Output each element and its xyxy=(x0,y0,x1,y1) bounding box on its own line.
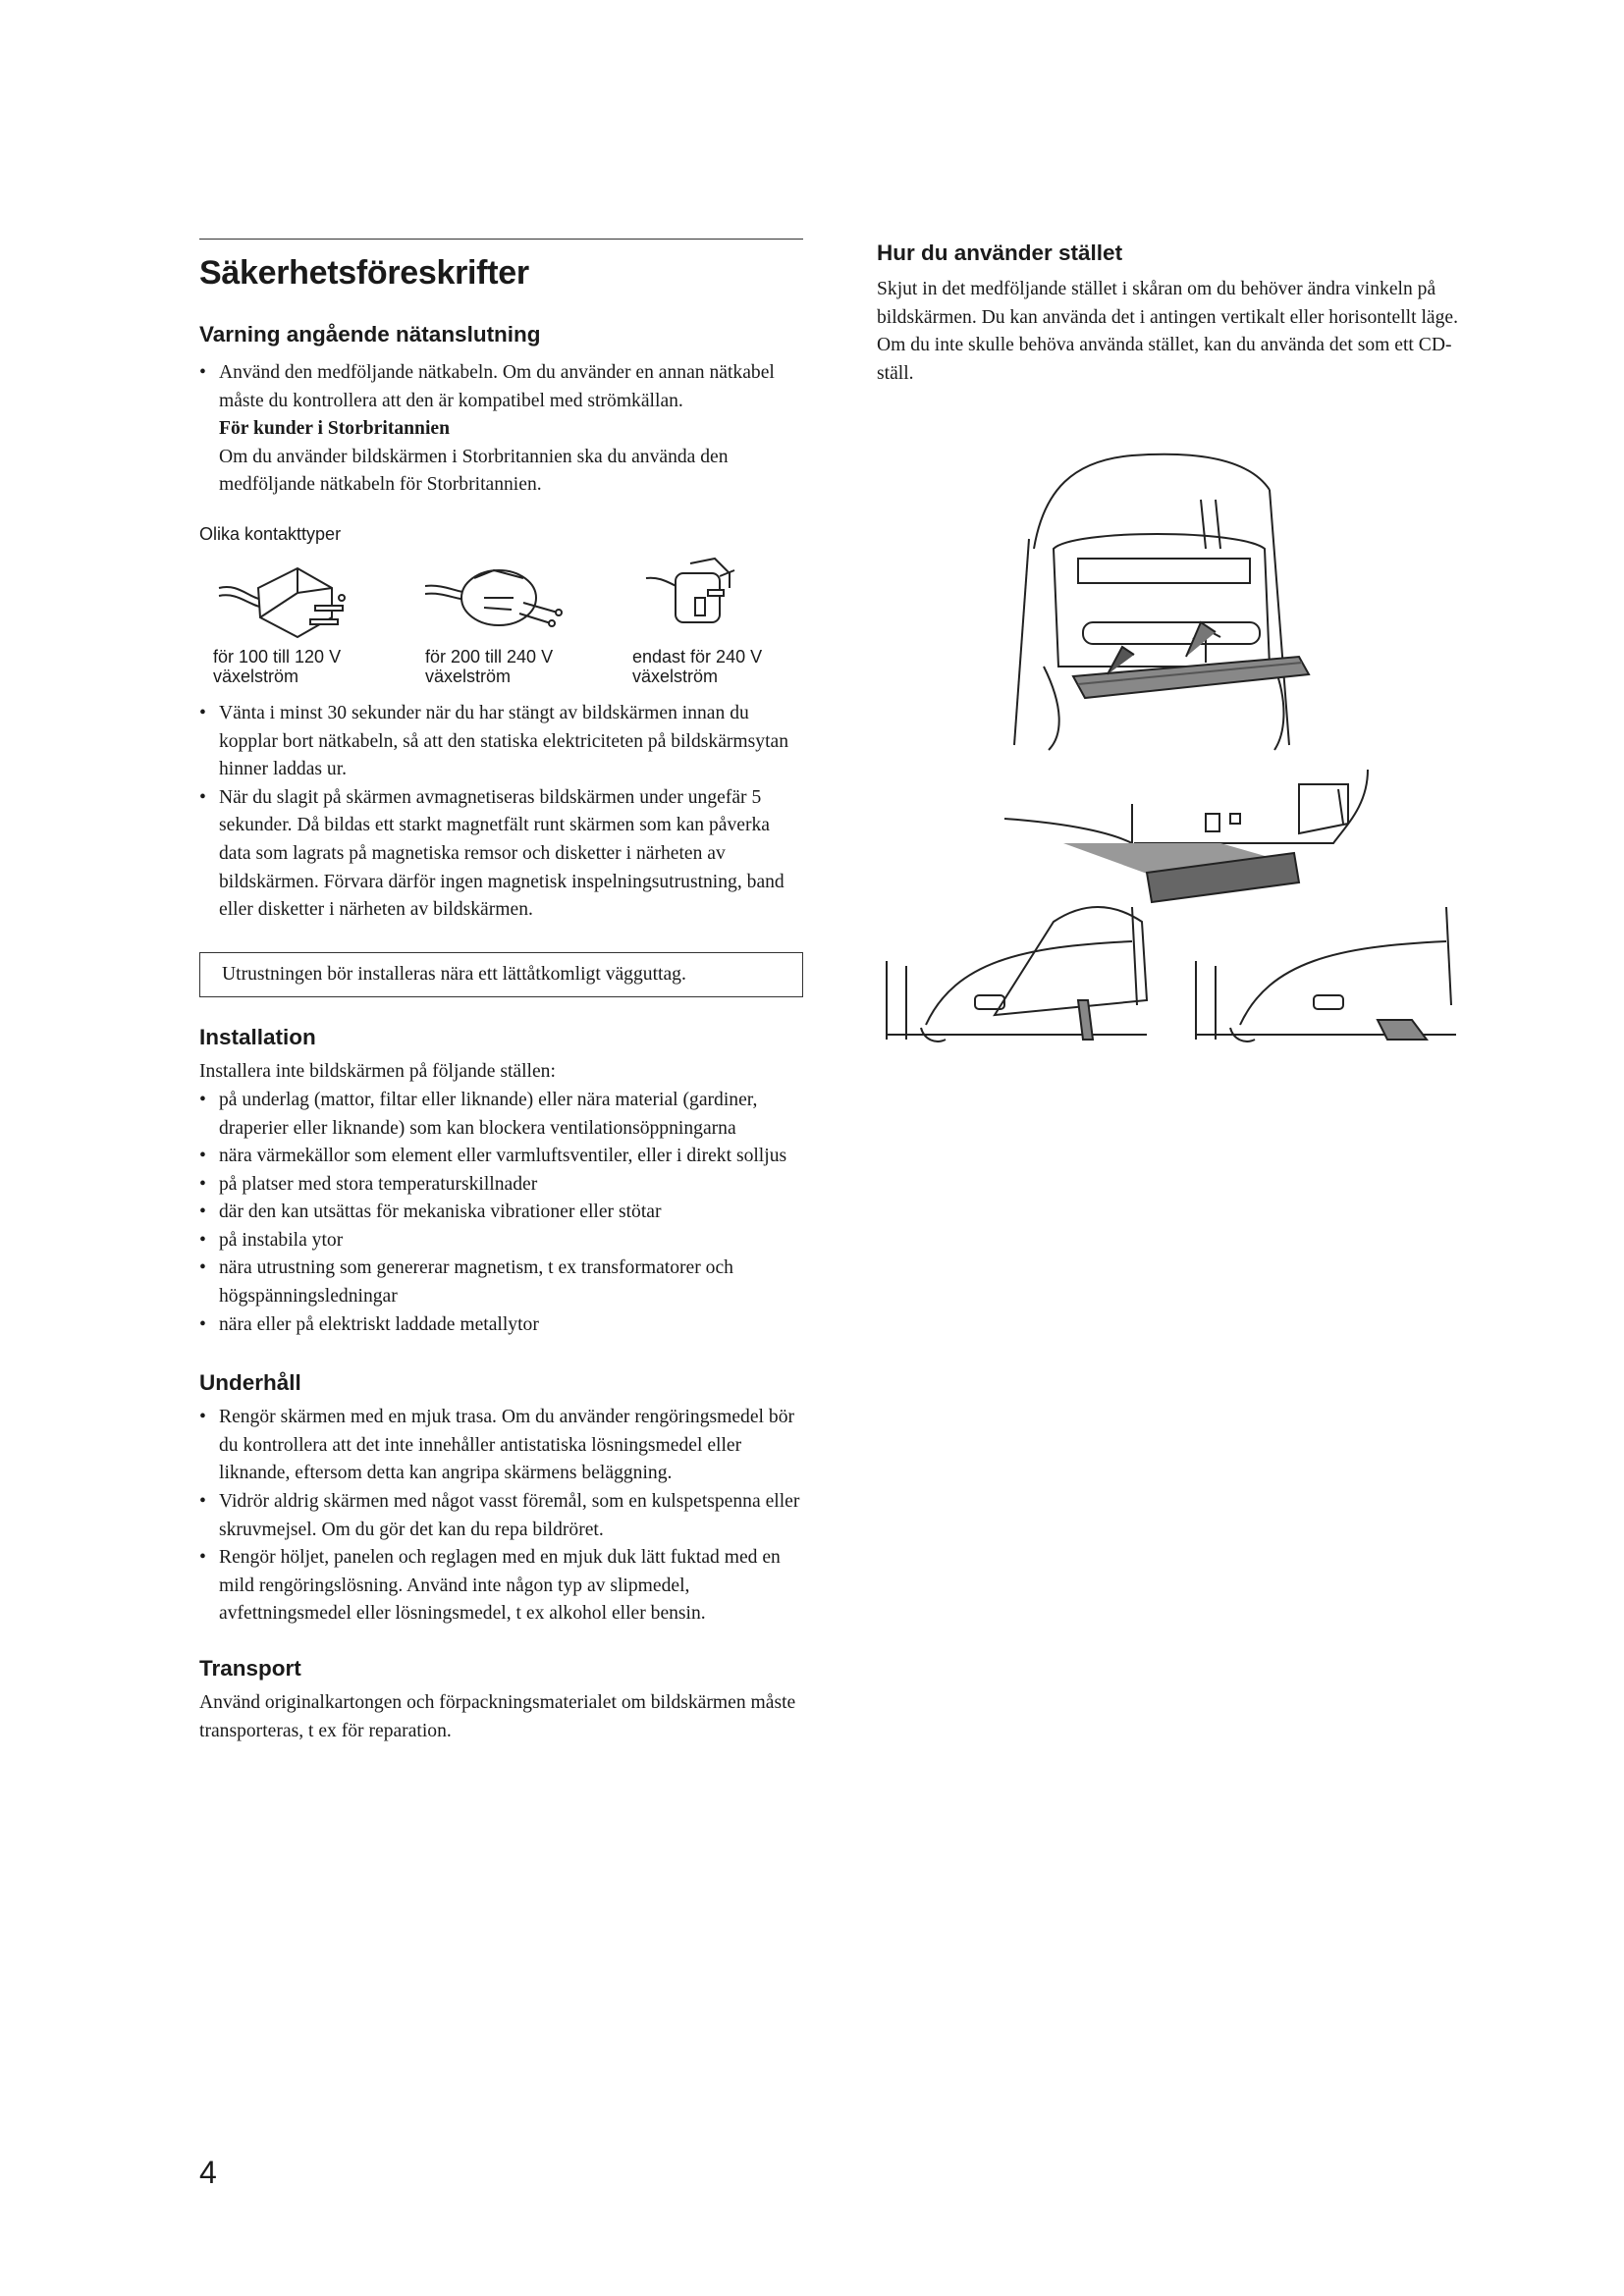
stand-heading: Hur du använder stället xyxy=(877,240,1123,265)
list-item: • på instabila ytor xyxy=(199,1227,803,1255)
stand-vertical-diagram xyxy=(887,907,1147,1041)
transport-heading: Transport xyxy=(199,1656,301,1681)
uk-heading: För kunder i Storbritannien xyxy=(219,418,450,440)
list-item: • Rengör höljet, panelen och reglagen med en mjuk duk lätt fuktad med en mild rengöringslösning. Använd inte någon typ av slipmedel, avfettningsmedel eller lösningsmedel, t ex alkohol eller bensin. xyxy=(199,1544,803,1629)
plug-types-caption: Olika kontakttyper xyxy=(199,523,342,544)
plug-label-1: för 100 till 120 V växelström xyxy=(213,646,342,686)
list-item: • Vidrör aldrig skärmen med något vasst föremål, som en kulspetspenna eller skruvmejsel. Om du gör det kan du repa bildröret. xyxy=(199,1488,803,1544)
list-item: • Rengör skärmen med en mjuk trasa. Om du använder rengöringsmedel bör du kontrollera att det inte innehåller antistatiska lösningsmedel eller liknande, eftersom detta kan angripa skärmens beläggning. xyxy=(199,1404,803,1488)
plug-label-3: endast för 240 V växelström xyxy=(632,646,763,686)
installation-heading: Installation xyxy=(199,1025,316,1050)
page-number: 4 xyxy=(199,2155,217,2190)
power-warning-heading: Varning angående nätanslutning xyxy=(199,322,541,347)
eu-plug-icon xyxy=(425,570,562,626)
plug-drawings xyxy=(199,549,803,647)
list-item: • nära värmekällor som element eller varmluftsventiler, eller i direkt solljus xyxy=(199,1143,803,1171)
uk-plug-icon xyxy=(646,559,734,622)
list-item: • När du slagit på skärmen avmagnetiseras bildskärmen under ungefär 5 sekunder. Då bildas ett starkt magnetfält runt skärmen som kan påverka data som lagrats på magnetiska remsor och disketter i närheten av bildskärmen. Förvara därför ingen magnetisk inspelningsutrustning, band eller disketter i närheten av bildskärmen. xyxy=(199,784,803,925)
installation-list xyxy=(199,1087,803,1339)
uk-text: Om du använder bildskärmen i Storbritannien ska du använda den medföljande nätkabeln för Storbritannien. xyxy=(219,446,729,496)
power-warning-list-2 xyxy=(199,700,803,925)
us-plug-icon xyxy=(219,568,345,637)
left-column xyxy=(199,239,803,1745)
power-warning-list xyxy=(199,359,803,500)
stand-illustration xyxy=(877,411,1486,1059)
right-column xyxy=(877,239,1486,1059)
plug-label-2: för 200 till 240 V växelström xyxy=(425,646,554,686)
maintenance-list xyxy=(199,1404,803,1629)
list-item: • nära utrustning som genererar magnetism, t ex transformatorer och högspänningsledningar xyxy=(199,1255,803,1310)
stand-horizontal-diagram xyxy=(1196,907,1456,1041)
plug-illustrations xyxy=(199,549,803,696)
list-item: • nära eller på elektriskt laddade metallytor xyxy=(199,1311,803,1340)
monitor-base-diagram xyxy=(1004,770,1368,902)
list-item: • på underlag (mattor, filtar eller liknande) eller nära material (gardiner, draperier eller liknande) som kan blockera ventilationsöppningarna xyxy=(199,1087,803,1143)
wall-outlet-notice: Utrustningen bör installeras nära ett lättåtkomligt vägguttag. xyxy=(199,952,803,998)
installation-intro: Installera inte bildskärmen på följande ställen: xyxy=(199,1061,556,1083)
list-item: • Använd den medföljande nätkabeln. Om du använder en annan nätkabel måste du kontrollera att den är kompatibel med strömkällan. För kunder i Storbritannien Om du använder bildskärmen i Storbritannien ska du använda den medföljande nätkabeln för Storbritannien. xyxy=(199,359,803,500)
list-item: • där den kan utsättas för mekaniska vibrationer eller stötar xyxy=(199,1199,803,1227)
maintenance-heading: Underhåll xyxy=(199,1370,301,1396)
list-item: • Vänta i minst 30 sekunder när du har stängt av bildskärmen innan du kopplar bort nätkabeln, så att den statiska elektriciteten på bildskärmsytan hinner laddas ur. xyxy=(199,700,803,784)
title-rule xyxy=(199,239,803,240)
list-item: • på platser med stora temperaturskillnader xyxy=(199,1171,803,1200)
monitor-slot-diagram xyxy=(1014,454,1309,750)
transport-text: Använd originalkartongen och förpackningsmaterialet om bildskärmen måste transporteras, t ex för reparation. xyxy=(199,1692,796,1741)
stand-text: Skjut in det medföljande stället i skåran om du behöver ändra vinkeln på bildskärmen. Du kan använda det i antingen vertikalt eller horisontellt läge. Om du inte skulle behöva använda stället, kan du använda det som ett CD-ställ. xyxy=(877,279,1458,384)
page-title: Säkerhetsföreskrifter xyxy=(199,254,529,292)
